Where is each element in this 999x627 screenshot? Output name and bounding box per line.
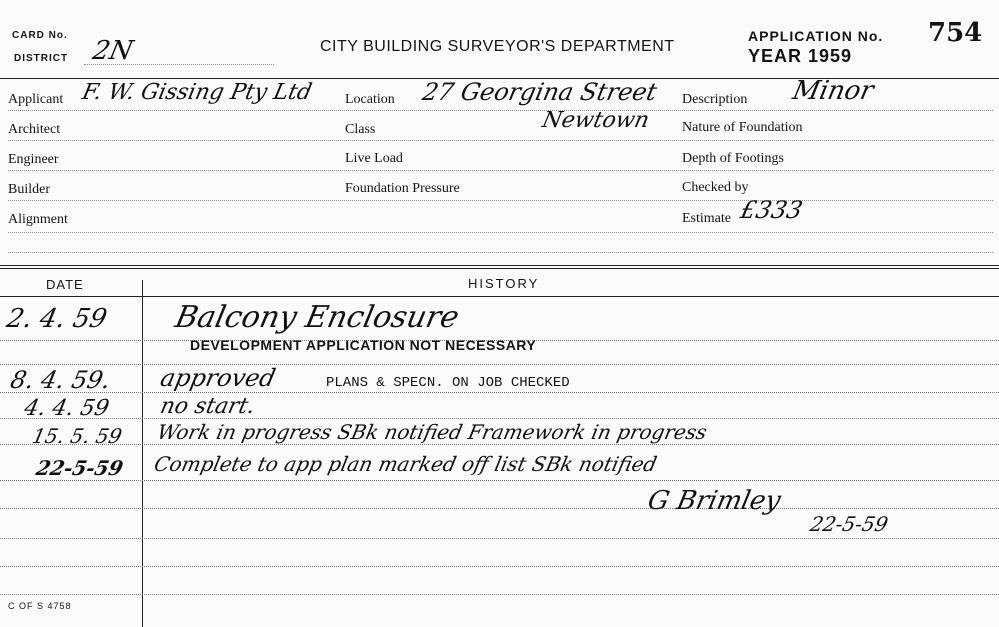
signature: G Brimley: [645, 486, 784, 516]
signature-date: 22-5-59: [808, 512, 891, 536]
history-rule: [0, 444, 999, 445]
description-value: Minor: [790, 76, 877, 106]
location-value-street: 27 Georgina Street: [420, 78, 660, 106]
row1-fill-line: [8, 110, 993, 111]
history-rule: [0, 418, 999, 419]
history-rule: [0, 364, 999, 365]
depth-of-footings-label: Depth of Footings: [682, 151, 784, 166]
history-entry: Complete to app plan marked off list SBk notified: [152, 452, 660, 476]
location-label: Location: [345, 92, 395, 107]
typed-entry: PLANS & SPECN. ON JOB CHECKED: [326, 375, 570, 391]
row4-fill-line: [8, 200, 993, 201]
history-entry: Balcony Enclosure: [172, 300, 463, 335]
class-label: Class: [345, 122, 376, 137]
district-label: DISTRICT: [14, 53, 69, 64]
description-label: Description: [682, 92, 748, 107]
form-code: C OF S 4758: [8, 601, 72, 611]
engineer-label: Engineer: [8, 152, 59, 167]
row5-fill-line: [8, 232, 993, 233]
location-value-suburb: Newtown: [540, 108, 652, 133]
history-column-header: HISTORY: [468, 276, 540, 291]
district-value: 2N: [90, 36, 136, 66]
history-top-rule: [0, 265, 999, 266]
card-no-label: CARD No.: [12, 30, 68, 41]
estimate-value: £333: [738, 196, 806, 224]
applicant-value: F. W. Gissing Pty Ltd: [80, 80, 314, 105]
history-rule: [0, 480, 999, 481]
history-rule: [0, 392, 999, 393]
date-column-divider: [142, 280, 143, 627]
application-no-label: APPLICATION No.: [748, 28, 884, 44]
history-rule: [0, 594, 999, 595]
checked-by-label: Checked by: [682, 180, 749, 195]
history-header-rule: [0, 296, 999, 297]
history-date: 2. 4. 59: [4, 304, 110, 334]
history-entry: Work in progress SBk notified Framework in progress: [155, 420, 710, 444]
alignment-label: Alignment: [8, 212, 68, 227]
district-fill-line: [84, 64, 274, 65]
estimate-label: Estimate: [682, 211, 731, 226]
development-stamp: DEVELOPMENT APPLICATION NOT NECESSARY: [190, 337, 537, 353]
history-date: 15. 5. 59: [30, 424, 125, 448]
history-entry: no start.: [158, 394, 258, 419]
applicant-label: Applicant: [8, 92, 64, 107]
history-entry: approved: [158, 364, 279, 392]
year-label: YEAR 1959: [748, 46, 853, 66]
foundation-pressure-label: Foundation Pressure: [345, 181, 460, 196]
row2-fill-line: [8, 140, 993, 141]
row6-fill-line: [8, 252, 993, 253]
live-load-label: Live Load: [345, 151, 403, 166]
history-rule: [0, 566, 999, 567]
nature-of-foundation-label: Nature of Foundation: [682, 120, 803, 135]
architect-label: Architect: [8, 122, 61, 137]
history-top-rule-double: [0, 268, 999, 269]
builder-label: Builder: [8, 182, 50, 197]
history-rule: [0, 508, 999, 509]
history-rule: [0, 538, 999, 539]
row3-fill-line: [8, 170, 993, 171]
history-date: 8. 4. 59.: [8, 366, 114, 394]
department-title: CITY BUILDING SURVEYOR'S DEPARTMENT: [320, 38, 675, 55]
history-date: 4. 4. 59: [22, 396, 112, 421]
card-number: 754: [928, 18, 983, 48]
date-column-header: DATE: [46, 277, 84, 292]
history-date: 22-5-59: [34, 456, 126, 480]
